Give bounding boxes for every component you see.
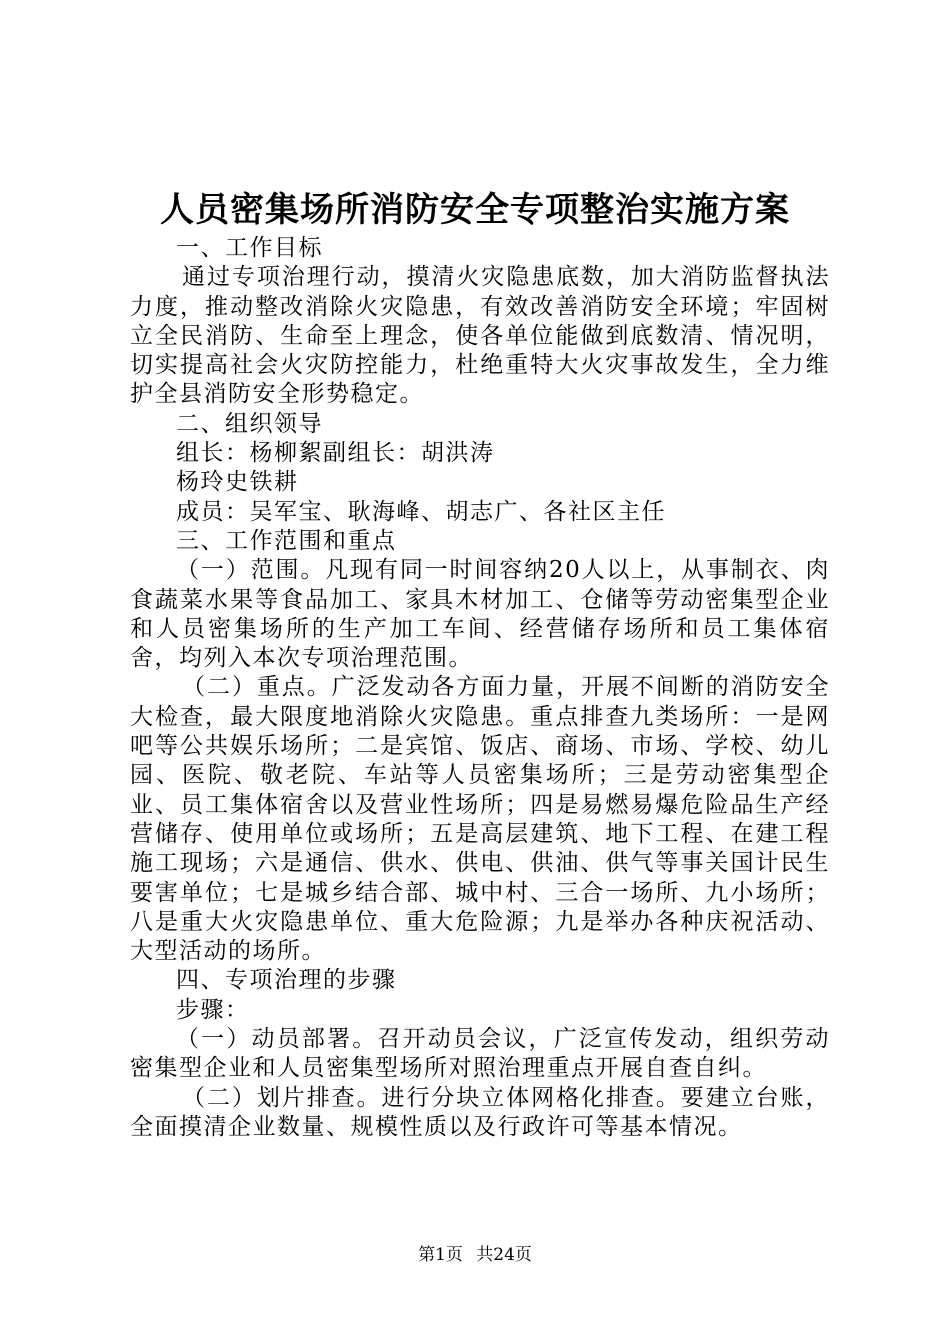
paragraph-deputy-leaders: 杨玲史铁耕	[176, 469, 299, 496]
page-footer	[0, 1243, 950, 1267]
document-title: 人员密集场所消防安全专项整治实施方案	[160, 190, 790, 230]
paragraph-scope: （一）范围。凡现有同一时间容纳20人以上，从事制衣、肉食蔬菜水果等食品加工、家具木材加工、仓储等劳动密集型企业和人员密集场所的生产加工车间、经营储存场所和员工集体宿舍，均列入本次专项治理范围。	[130, 557, 830, 672]
paragraph-members: 成员：吴军宝、耿海峰、胡志广、各社区主任	[176, 498, 666, 525]
paragraph-focus: （二）重点。广泛发动各方面力量，开展不间断的消防安全大检查，最大限度地消除火灾隐患。重点排查九类场所：一是网吧等公共娱乐场所；二是宾馆、饭店、商场、市场、学校、幼儿园、医院、敬老院、车站等人员密集场所；三是劳动密集型企业、员工集体宿舍以及营业性场所；四是易燃易爆危险品生产经营储存、使用单位或场所；五是高层建筑、地下工程、在建工程施工现场；六是通信、供水、供电、供油、供气等事关国计民生要害单位；七是城乡结合部、城中村、三合一场所、九小场所；八是重大火灾隐患单位、重大危险源；九是举办各种庆祝活动、大型活动的场所。	[130, 674, 830, 965]
paragraph-goals: 通过专项治理行动，摸清火灾隐患底数，加大消防监督执法力度，推动整改消除火灾隐患，有效改善消防安全环境；牢固树立全民消防、生命至上理念，使各单位能做到底数清、情况明，切实提高社会火灾防控能力，杜绝重特大火灾事故发生，全力维护全县消防安全形势稳定。	[130, 264, 830, 408]
section-heading-organization: 二、组织领导	[176, 410, 323, 437]
section-heading-scope: 三、工作范围和重点	[176, 527, 397, 554]
page-number: 第1页	[418, 1245, 463, 1265]
section-heading-steps: 四、专项治理的步骤	[176, 967, 397, 994]
page-total: 共24页	[476, 1245, 532, 1265]
paragraph-step-mobilize: （一）动员部署。召开动员会议，广泛宣传发动，组织劳动密集型企业和人员密集型场所对照治理重点开展自查自纠。	[130, 1026, 830, 1082]
paragraph-step-inspect: （二）划片排查。进行分块立体网格化排查。要建立台账，全面摸清企业数量、规模性质以及行政许可等基本情况。	[130, 1084, 830, 1140]
document-body	[130, 234, 830, 1142]
paragraph-steps-label: 步骤：	[176, 996, 250, 1023]
section-heading-goals: 一、工作目标	[176, 235, 323, 261]
paragraph-leaders: 组长：杨柳絮副组长：胡洪涛	[176, 440, 495, 467]
